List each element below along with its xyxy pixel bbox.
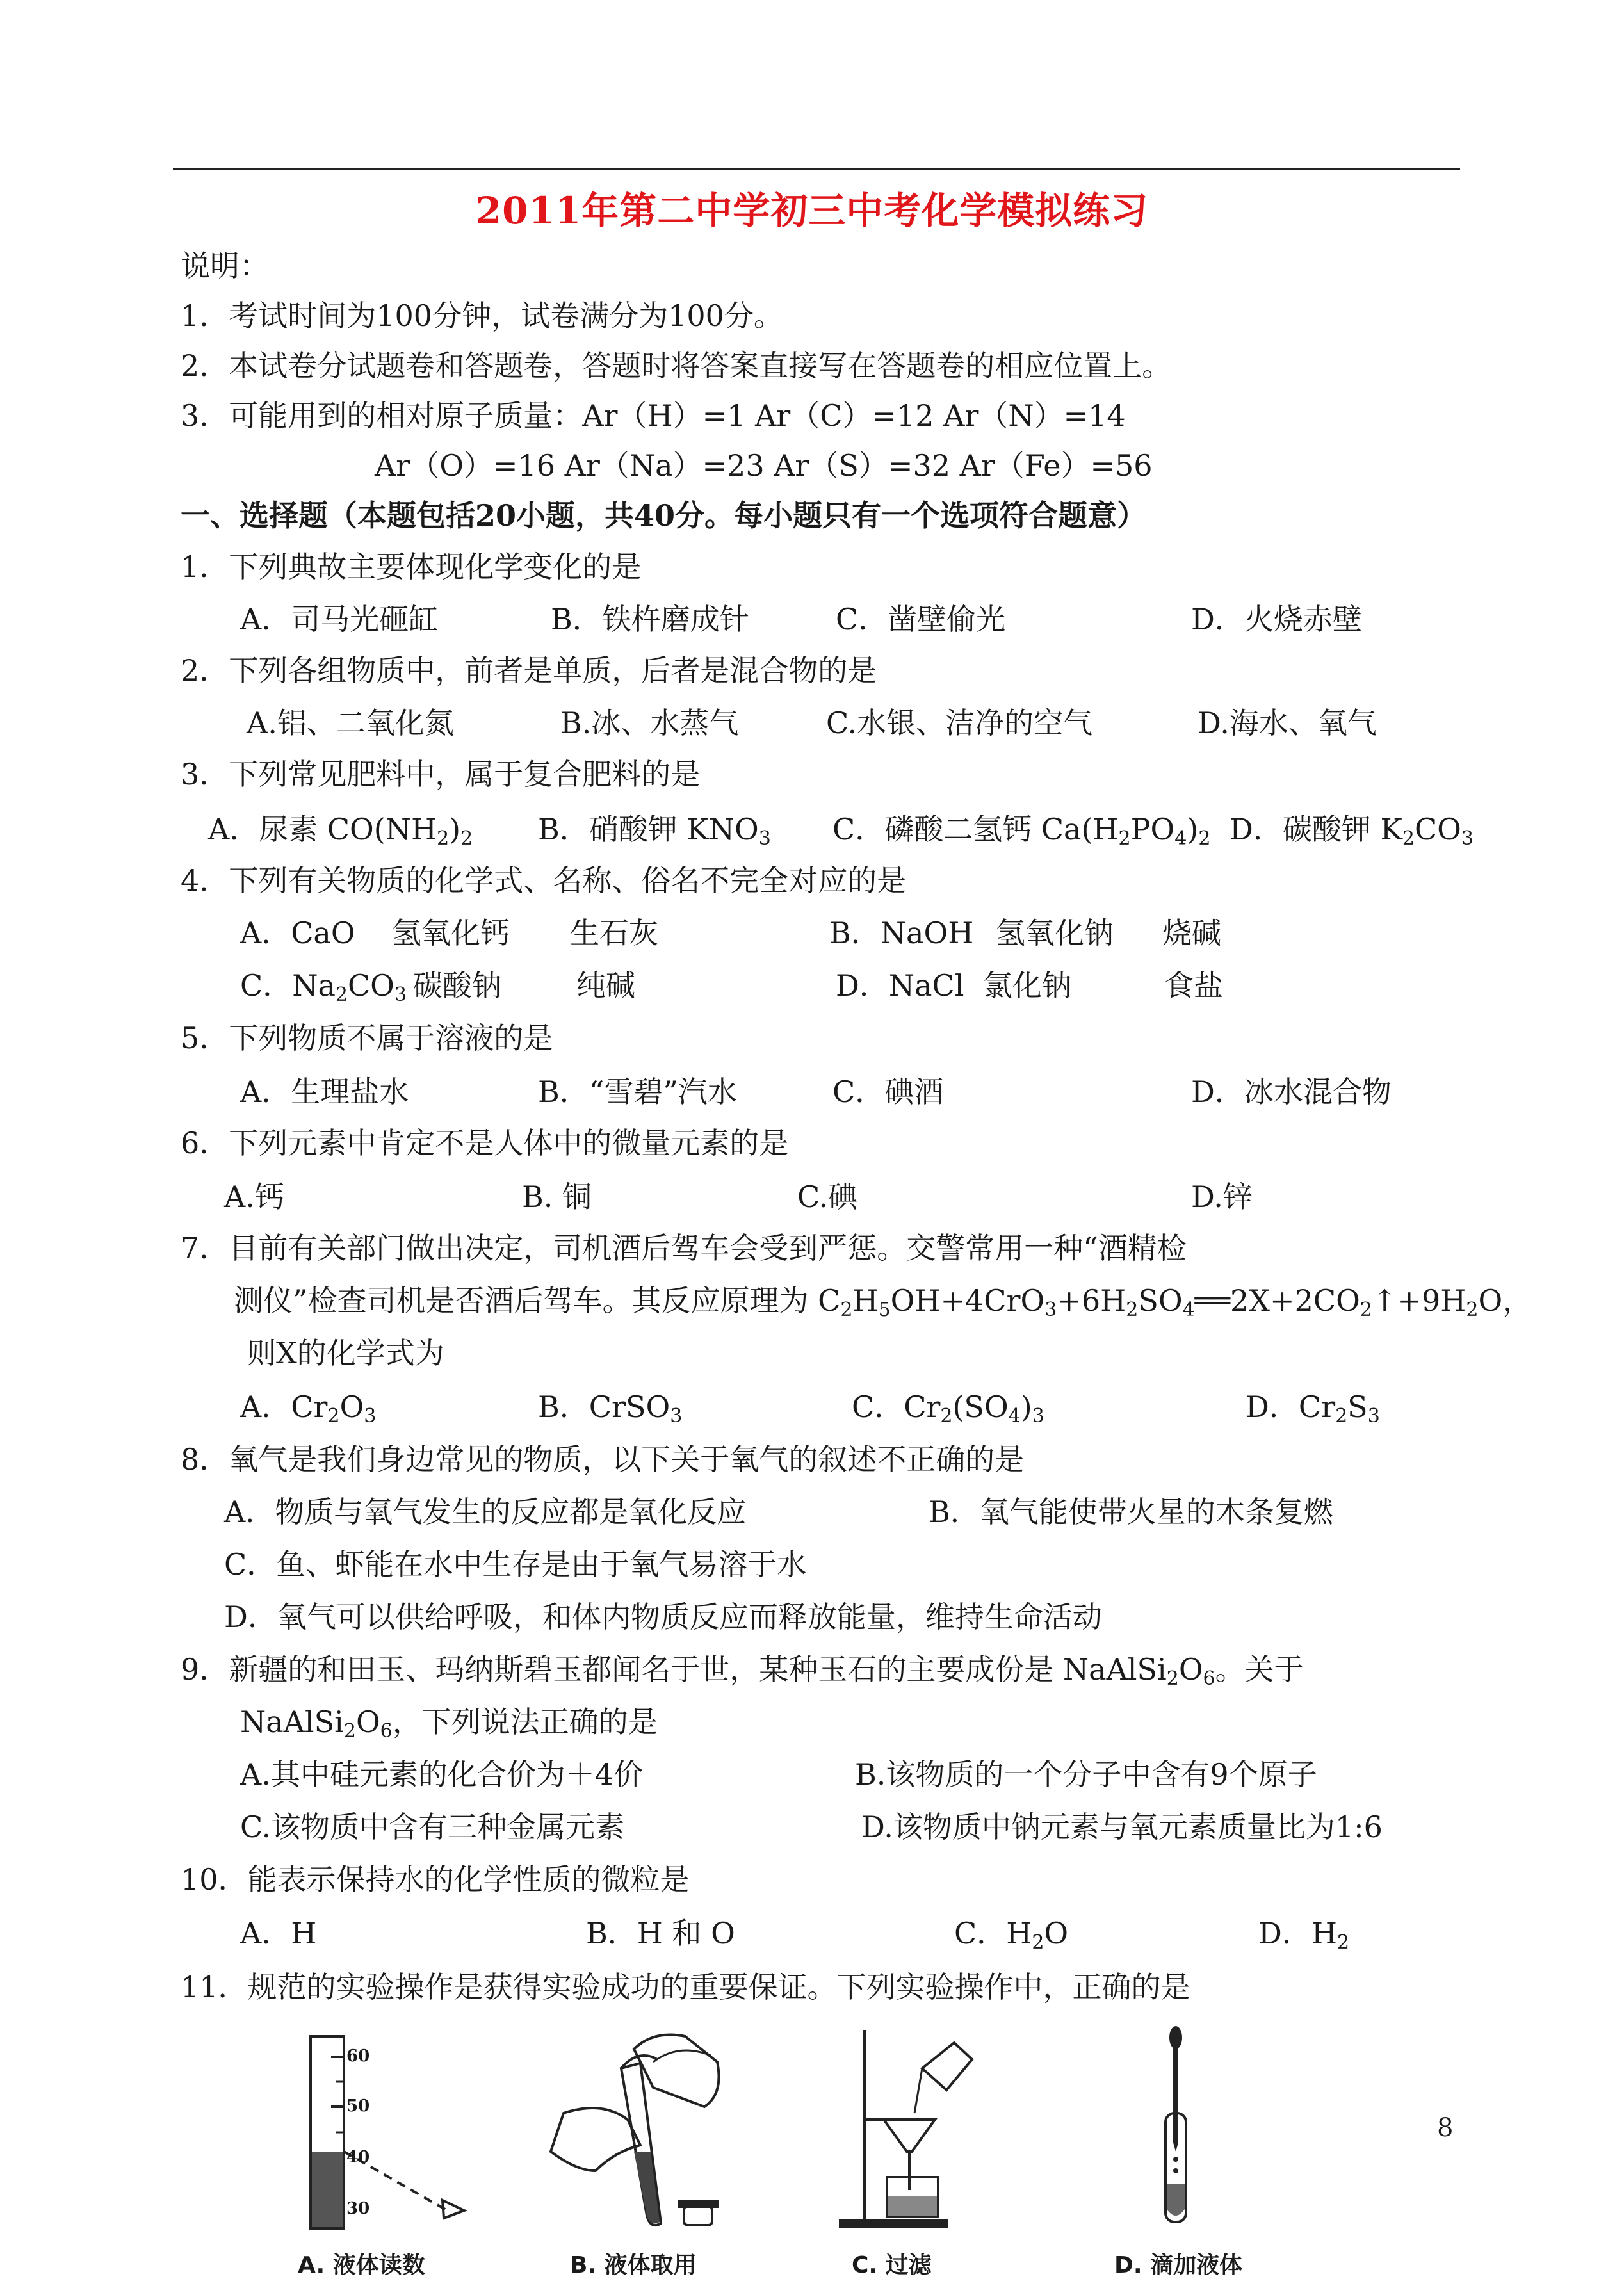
q8-option-c: C．鱼、虾能在水中生存是由于氧气易溶于水 [224,1547,807,1582]
q2-option-b: B.冰、水蒸气 [560,706,739,740]
q2-stem: 2．下列各组物质中，前者是单质，后者是混合物的是 [181,653,877,688]
figure-d-dropping-liquid [1114,2023,1268,2280]
q10-stem: 10．能表示保持水的化学性质的微粒是 [181,1862,690,1897]
q3-stem: 3．下列常见肥料中，属于复合肥料的是 [181,757,701,791]
q5-option-a: A．生理盐水 [240,1075,409,1109]
q5-option-b: B．“雪碧”汽水 [538,1075,737,1109]
figure-b-liquid-pouring [525,2023,756,2280]
q10-option-c: C．$H_2O$ [954,1916,1069,1954]
q7-option-c: C．$Cr_2(SO_4)_3$ [852,1390,1044,1427]
q10-option-a: A．H [240,1916,317,1950]
q5-option-c: C．碘酒 [832,1075,944,1109]
q2-option-a: A.铝、二氧化氮 [247,706,454,740]
q4-option-a-formula: A．CaO [240,916,355,950]
q7-option-a: A．$Cr_2O_3$ [240,1390,377,1427]
q4-option-c-formula: C．$Na_2CO_3$ [240,968,407,1006]
intro-masses-line2: Ar（O）=16 Ar（Na）=23 Ar（S）=32 Ar（Fe）=56 [375,448,1153,483]
figure-b-caption: B. 液体取用 [570,2252,697,2278]
q9-option-b: B.该物质的一个分子中含有9个原子 [855,1757,1317,1792]
intro-item-1: 1．考试时间为100分钟，试卷满分为100分。 [181,298,783,333]
q4-option-d-name: 氯化钠 [983,968,1071,1003]
q8-option-b: B．氧气能使带火星的木条复燃 [929,1495,1333,1529]
cylinder-tick-40: 40 [346,2148,370,2167]
q7-option-d: D．$Cr_2S_3$ [1246,1390,1380,1427]
q9-stem: 9．新疆的和田玉、玛纳斯碧玉都闻名于世，某种玉石的主要成份是 $NaAlSi_2O_6$。关于 [181,1652,1304,1690]
page-number: 8 [1437,2113,1454,2143]
cylinder-tick-30: 30 [346,2199,370,2218]
intro-heading: 说明： [181,248,269,283]
q8-option-d: D．氧气可以供给呼吸，和体内物质反应而释放能量，维持生命活动 [224,1600,1102,1634]
intro-item-3: 3．可能用到的相对原子质量：Ar（H）=1 Ar（C）=12 Ar（N）=14 [181,398,1126,433]
q6-option-c: C.碘 [797,1180,858,1214]
q6-option-b: B. 铜 [522,1180,592,1214]
q1-stem: 1．下列典故主要体现化学变化的是 [181,549,642,584]
header-rule [173,168,1460,170]
q4-option-b-formula: B．NaOH [829,916,974,950]
q4-option-c-common: 纯碱 [576,968,635,1003]
q7-option-b: B．CrSO$_3$ [538,1390,683,1427]
q1-option-d: D．火烧赤壁 [1191,602,1362,637]
q7-stem-line3: 则X的化学式为 [247,1336,444,1370]
q6-option-a: A.钙 [224,1180,284,1214]
q9-stem-line2: $NaAlSi_2O_6$，下列说法正确的是 [240,1705,658,1742]
q2-option-c: C.水银、洁净的空气 [826,706,1093,740]
q1-option-a: A．司马光砸缸 [240,602,439,637]
q1-option-b: B．铁杵磨成针 [551,602,749,637]
cylinder-tick-60: 60 [346,2047,370,2066]
q7-stem-line2: 测仪”检查司机是否酒后驾车。其反应原理为 $C_2H_5OH+4CrO_3+6H_2SO_4══2X+2CO_2↑+9H_2O$， [234,1283,1532,1321]
q5-option-d: D．冰水混合物 [1191,1075,1392,1109]
q9-option-d: D.该物质中钠元素与氧元素质量比为1:6 [861,1810,1383,1844]
q11-stem: 11．规范的实验操作是获得实验成功的重要保证。下列实验操作中，正确的是 [181,1970,1190,2004]
q4-option-d-formula: D．NaCl [836,968,964,1003]
q5-stem: 5．下列物质不属于溶液的是 [181,1021,553,1055]
figure-a-caption: A. 液体读数 [298,2252,425,2278]
figure-d-caption: D. 滴加液体 [1114,2252,1243,2278]
q6-option-d: D.锌 [1191,1180,1253,1214]
page-title: 2011年第二中学初三中考化学模拟练习 [475,189,1149,232]
q2-option-d: D.海水、氧气 [1198,706,1377,740]
q4-option-b-name: 氢氧化钠 [996,916,1114,950]
q4-option-a-name: 氢氧化钙 [392,916,510,950]
q10-option-d: D．$H_2$ [1258,1916,1350,1954]
q10-option-b: B．H 和 O [586,1916,735,1950]
q4-option-a-common: 生石灰 [570,916,658,950]
q7-stem: 7．目前有关部门做出决定，司机酒后驾车会受到严惩。交警常用一种“酒精检 [181,1231,1187,1265]
q9-option-c: C.该物质中含有三种金属元素 [240,1810,625,1844]
q8-stem: 8．氧气是我们身边常见的物质，以下关于氧气的叙述不正确的是 [181,1442,1025,1477]
q6-stem: 6．下列元素中肯定不是人体中的微量元素的是 [181,1126,789,1160]
q3-option-c: C．磷酸二氢钙 $Ca(H_2PO_4)_2$ [832,812,1211,850]
q8-option-a: A．物质与氧气发生的反应都是氧化反应 [224,1495,747,1529]
q3-option-a: A．尿素 $CO(NH_2)_2$ [208,812,473,850]
section-heading: 一、选择题（本题包括20小题，共40分。每小题只有一个选项符合题意） [181,498,1147,533]
q4-stem: 4．下列有关物质的化学式、名称、俗名不完全对应的是 [181,863,907,898]
q9-option-a: A.其中硅元素的化合价为＋4价 [240,1757,644,1792]
figure-a-liquid-reading [291,2023,503,2280]
q3-option-d: D．碳酸钾 $K_2CO_3$ [1230,812,1474,850]
q4-option-b-common: 烧碱 [1162,916,1221,950]
q1-option-c: C．凿壁偷光 [836,602,1006,637]
q3-option-b: B．硝酸钾 $KNO_3$ [538,812,771,850]
q4-option-c-name: 碳酸钠 [413,968,501,1003]
figure-c-caption: C. 过滤 [852,2252,932,2278]
cylinder-tick-50: 50 [346,2096,370,2116]
intro-item-2: 2．本试卷分试题卷和答题卷，答题时将答案直接写在答题卷的相应位置上。 [181,348,1172,383]
figure-c-filtration [826,2023,993,2280]
q4-option-d-common: 食盐 [1164,968,1223,1003]
